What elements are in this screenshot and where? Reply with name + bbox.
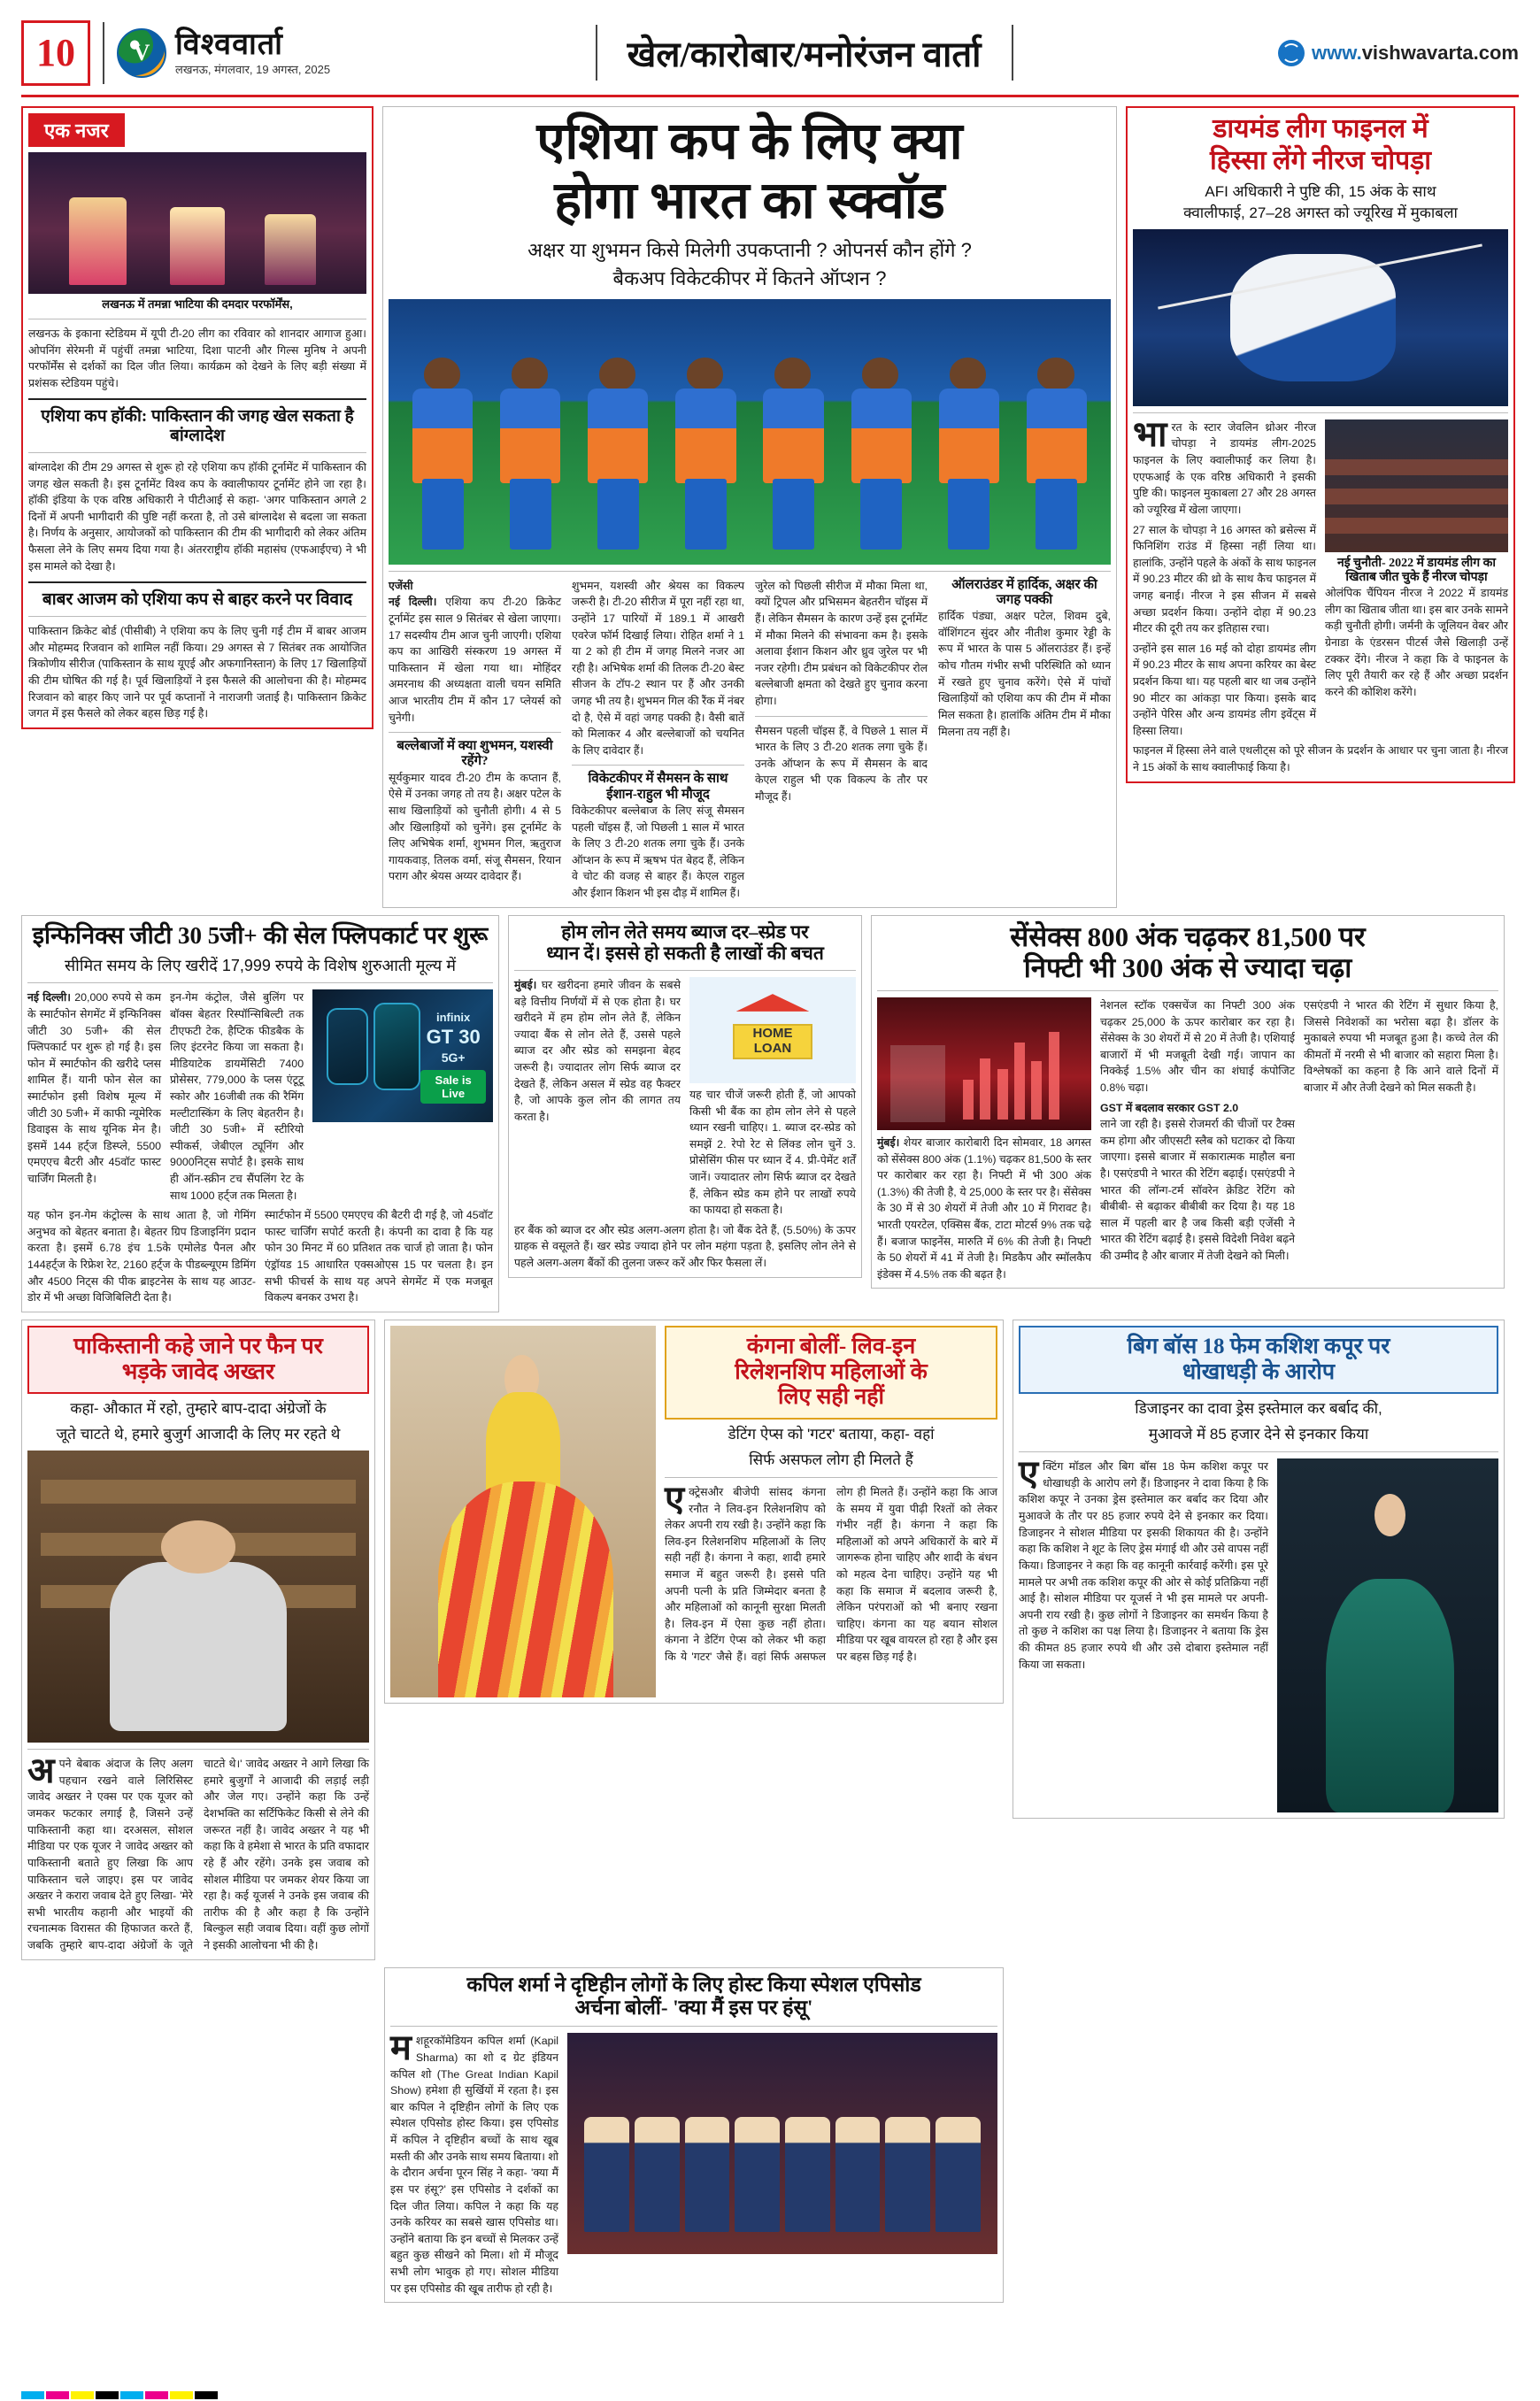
sensex-title-line2: निफ्टी भी 300 अंक से ज्यादा चढ़ा (1023, 952, 1352, 984)
main-col2b-title: विकेटकीपर में सैमसन के साथ ईशान-राहुल भी मौजूद (588, 772, 728, 802)
bigboss-headline-box (1019, 1326, 1498, 1395)
main-col2: शुभमन, यशस्वी और श्रेयस का विकल्प जरूरी है। टी-20 सीरीज में पूरा नहीं रहा था, उन्होंने 17 पारियों में 189.1 में आखरी एवरेज फॉर्म दिखाई लिया। रोहित शर्मा ने 1 या 2 को ही टीम में जगह मिलने नजर आ रही है। अभिषेक शर्मा की तिलक टी-20 बेस्ट सीजन के टॉप-2 स्थान पर हैं और उनकी जगह भी तय है। शुभमन गिल की रैंक में नंबर दो है, ऐसे में वहां जगह पक्की है। वैसी बातें को मिलाकर 4 और बल्लेबाजों को चयनित के लिए दावेदार हैं। (572, 579, 744, 757)
publication-logo (117, 28, 330, 78)
masthead (21, 16, 1519, 97)
neeraj-body3: उन्होंने इस साल 16 मई को दोहा डायमंड लीग में 90.23 मीटर के साथ अपना करियर का बेस्ट प्रदर्शन किया था। यह पहली बार था जब उन्होंने 90 मीटर का आंकड़ा पार किया। इसके बाद उन्होंने पेरिस और अन्य डायमंड लीग इवेंट्स में हिस्सा लिया। (1133, 642, 1316, 737)
cmyk-registration-marks (21, 2391, 218, 2399)
neeraj-sub-line1: AFI अधिकारी ने पुष्टि की, 15 अंक के साथ (1205, 183, 1436, 200)
left-sub1-title: एशिया कप हॉकी: पाकिस्तान की जगह खेल सकता है बांग्लादेश (41, 407, 354, 446)
infinix-title-line2: सीमित समय के लिए खरीदें 17,999 रुपये के विशेष शुरुआती मूल्य में (65, 957, 456, 974)
sensex-col2: नेशनल स्टॉक एक्सचेंज का निफ्टी 300 अंक चढ़कर 25,000 के ऊपर कारोबार कर रहा है। सेंसेक्स के 30 शेयरों में से 20 में तेजी है। एशियाई बाजारों में भी मजबूती देखी गई। जापान का निक्केई 1.5% और चीन का शंघाई कंपोजिट 0.8% चढ़ा। (1100, 998, 1295, 1094)
neeraj-title-line2: हिस्सा लेंगे नीरज चोपड़ा (1209, 146, 1432, 175)
infinix-story (21, 915, 499, 1312)
homeloan-col3: हर बैंक को ब्याज दर और स्प्रेड अलग-अलग होता है। जो बैंक देते हैं, (5.50%) के ऊपर ग्राहक से वसूलते हैं। खर स्प्रेड ज्यादा होने पर लोन महंगा पड़ता है, इसलिए लोन लेने से पहले अलग-अलग बैंकों की तुलना जरूर करें और फिर फैसला लें। (514, 1223, 856, 1269)
sensex-col1: शेयर बाजार कारोबारी दिन सोमवार, 18 अगस्त को सेंसेक्स 800 अंक (1.1%) चढ़कर 81,500 के स्तर पर कारोबार कर रहा है। निफ्टी में भी 300 अंक (1.3%) की तेजी है, ये 25,000 के स्तर पर है। सेंसेक्स के 30 में से 30 शेयरों में तेजी और 10 में गिरावट है। भारती एयरटेल, एक्सिस बैंक, टाटा मोटर्स 9% तक चढ़े हैं। बजाज फाइनेंस, मारुति में 6% की तेजी है। निफ्टी के 50 शेयरों में 41 में तेजी है। मिडकैप और स्मॉलकैप इंडेक्स में 4.5% तक की बढ़त है। (877, 1135, 1092, 1281)
agency-label: एजेंसी (389, 579, 413, 592)
left-sub2-text: पाकिस्तान क्रिकेट बोर्ड (पीसीबी) ने एशिया कप के लिए चुनी गई टीम में बाबर आजम और मोहम्मद रिजवान को शामिल नहीं किया। 29 अगस्त से 7 सितंबर तक आयोजित त्रिकोणीय सीरीज (पाकिस्तान के साथ यूएई और अफगानिस्तान) के लिए 17 खिलाड़ियों की टीम घोषित की गई है। पूर्व खिलाड़ियों ने इस फैसले की आलोचना की है। मोहम्मद रिजवान को बाहर किए जाने पर पूर्व कप्तानों ने नाराजगी जताई है। पाकिस्तान क्रिकेट जगत में इस फैसले को लेकर बहस छिड़ गई है। (28, 625, 366, 720)
ad-infinix-gt30[interactable] (312, 989, 493, 1122)
photo-caption: लखनऊ में तमन्ना भाटिया की दमदार परफॉर्मेंस, (102, 297, 293, 311)
homeloan-title-line1: होम लोन लेते समय ब्याज दर–स्प्रेड पर (561, 920, 809, 943)
lead-subhead-line1: अक्षर या शुभमन किसे मिलेगी उपकप्तानी ? ओपनर्स कौन होंगे ? (527, 239, 972, 262)
ek-nazar-box (21, 106, 373, 729)
main-col1b-title: बल्लेबाजों में क्या शुभमन, यशस्वी रहेंगे? (397, 739, 553, 769)
kangana-sub-line2: सिर्फ असफल लोग ही मिलते हैं (749, 1451, 913, 1469)
homeloan-dateline: मुंबई। (514, 978, 537, 991)
main-col4: हार्दिक पंड्या, अक्षर पटेल, शिवम दुबे, वॉशिंगटन सुंदर और नीतीश कुमार रेड्डी के रूप में भारत के पास 5 ऑलराउंडर हैं। इन्हें कोच गौतम गंभीर सभी परिस्थिति को ध्यान में रखते हुए चुनाव करेंगे। ऐसे में पांचों खिलाड़ियों को एशिया कप की टीम में मौका मिल सकता है। हालांकि अंतिम टीम में मौका मिलना तय नहीं है। (938, 610, 1111, 738)
infinix-title-line1: इन्फिनिक्स जीटी 30 5जी+ की सेल फ्लिपकार्ट पर शुरू (32, 921, 489, 949)
main-col3b: सैमसन पहली चॉइस हैं, वे पिछले 1 साल में भारत के लिए 3 टी-20 शतक लगा चुके हैं। उनके ऑप्शन के रूप में सैमसन के बाद केएल राहुल भी एक विकल्प के तौर पर मौजूद हैं। (755, 724, 928, 804)
kangana-body: एक्ट्रेसऔर बीजेपी सांसद कंगना रनौत ने लिव-इन रिलेशनशिप को लेकर अपनी राय रखी है। उन्होंने कहा कि लिव-इन रिलेशनशिप महिलाओं के लिए सही नहीं है। कंगना ने कहा, शादी हमारे समाज में बहुत जरूरी है। इससे पति अपनी पत्नी के प्रति जिम्मेदार बनता है और महिलाओं को कानूनी सुरक्षा मिलती है। लिव-इन में ऐसा कुछ नहीं होता। कंगना ने डेटिंग ऐप्स को लेकर भी कहा कि ये 'गटर' जैसे हैं। वहां सिर्फ असफल लोग ही मिलते हैं। उन्होंने कहा कि आज के समय में युवा पीढ़ी रिश्तों को लेकर गंभीर नहीं है। कंगना ने कहा कि महिलाओं को अपने अधिकारों के बारे में जागरूक होना चाहिए और शादी के बंधन को महत्व देना चाहिए। उन्होंने यह भी कहा कि समाज में बदलाव जरूरी है, लेकिन परंपराओं को भी बनाए रखना चाहिए। कंगना का यह बयान सोशल मीडिया पर खूब वायरल हो रहा है और इस पर बहस छिड़ गई है। (665, 1479, 997, 1664)
bigboss-sub-line2: मुआवजे में 85 हजार देने से इनकार किया (1148, 1426, 1369, 1443)
infinix-col4: स्मार्टफोन में 5500 एमएएच की बैटरी दी गई है, जो 45वॉट फास्ट चार्जिंग सपोर्ट करती है। कंपनी का दावा है कि यह फोन 30 मिनट में 60 प्रतिशत तक चार्ज हो जाता है। फोन एंड्रॉयड 15 आधारित एक्सओएस 15 पर चलता है। इन सभी फीचर्स के साथ यह अपने सेगमेंट में एक मजबूत विकल्प बनकर उभरा है। (265, 1209, 493, 1304)
page-number: 10 (21, 20, 90, 86)
ad-series: 5G+ (441, 1050, 466, 1066)
kangana-headline-box (665, 1326, 997, 1420)
homeloan-story (508, 915, 862, 1278)
neeraj-sub-title: नई चुनौती- 2022 में डायमंड लीग का खिताब जीत चुके हैं नीरज चोपड़ा (1336, 556, 1497, 584)
kangana-story (384, 1320, 1004, 1704)
lead-headline-line1: एशिया कप के लिए क्या (536, 112, 963, 170)
left-sub2-title: बाबर आजम को एशिया कप से बाहर करने पर विवाद (42, 590, 353, 610)
sensex-col4: एसएंडपी ने भारत की रेटिंग में सुधार किया है, जिससे निवेशकों का भरोसा बढ़ा है। डॉलर के मुकाबले रुपया भी मजबूत हुआ है। कच्चे तेल की कीमतों में नरमी से भी बाजार को सहारा मिला है। विश्लेषकों का कहना है कि आने वाले दिनों में बाजार में और तेजी देखने को मिल सकती है। (1304, 998, 1498, 1094)
javed-headline-box (27, 1326, 369, 1395)
lead-story (382, 106, 1117, 908)
website-link[interactable] (1278, 40, 1519, 66)
infinix-col2: इन-गेम कंट्रोल, जैसे बुलिंग पर बॉक्स बेहतर रिस्पॉन्सिबिल्टी तक टीएफटी टेक, हैप्टिक फीडबैक के लिए इंटरनेट किया जा सकता है। मीडियाटेक डायमेंसिटी 7400 प्रोसेसर, 779,000 के प्लस एंटूटू स्कोर और 16जीबी तक की रैमिंग मल्टीटास्किंग के लिए बेहतरीन है। जीटी 30 5जी+ में स्टीरियो स्पीकर्स, जेबीएल ट्यूनिंग और 9000निट्स सपोर्ट है। इसके साथ ही ऑन-स्क्रीन टच सैंपलिंग रेट के साथ 1000 हर्ट्ज तक मिलता है। (170, 991, 304, 1202)
javed-sub-line2: जूते चाटते थे, हमारे बुजुर्ग आजादी के लिए मर रहते थे (56, 1426, 341, 1443)
photo-kashish-kapoor (1277, 1458, 1498, 1812)
kapil-body: मशहूरकॉमेडियन कपिल शर्मा (Kapil Sharma) का शो द ग्रेट इंडियन कपिल शो (The Great Indian Kapil Show) हमेशा ही सुर्खियों में रहता है। इस बार कपिल ने दृष्टिहीन लोगों के लिए एक स्पेशल एपिसोड होस्ट किया। इस एपिसोड में कपिल ने दृष्टिहीन बच्चों के साथ खूब मस्ती की और उनके साथ समय बिताया। शो के दौरान अर्चना पूरन सिंह ने कहा- 'क्या मैं इस पर हंसू?' इस एपिसोड ने दर्शकों का दिल जीत लिया। कपिल ने कहा कि यह उनके करियर का सबसे खास एपिसोड था। उन्होंने बताया कि इन बच्चों से मिलकर उन्हें बहुत कुछ सीखने को मिला। शो में मौजूद सभी लोग भावुक हो गए। सोशल मीडिया पर इस एपिसोड की खूब तारीफ हो रही है। (390, 2028, 559, 2295)
javed-title-line2: भड़के जावेद अख्तर (121, 1359, 275, 1384)
kangana-title-line2: रिलेशनशिप महिलाओं के (735, 1359, 928, 1384)
ad-model: GT 30 (426, 1026, 481, 1049)
photo-tamannaah-performance (28, 152, 366, 294)
photo-diamond-league-track (1325, 419, 1508, 552)
neeraj-body1: भा रत के स्टार जेवलिन थ्रोअर नीरज चोपड़ा ने डायमंड लीग-2025 फाइनल के लिए क्वालीफाई कर लिया है। एएफआई के एक वरिष्ठ अधिकारी ने इसकी पुष्टि की। फाइनल मुकाबला 27 और 28 अगस्त को ज्यूरिख में खेला जाएगा। (1133, 413, 1316, 516)
main-dateline: नई दिल्ली। (389, 596, 437, 609)
sensex-story (871, 915, 1505, 1289)
sensex-dateline: मुंबई। (877, 1135, 900, 1149)
logo-icon: V (117, 28, 166, 78)
bigboss-body: ए क्टिंग मॉडल और बिग बॉस 18 फेम कशिश कपूर पर धोखाधड़ी के आरोप लगे हैं। डिजाइनर ने दावा किया है कि कशिश कपूर ने उनका ड्रेस इस्तेमाल कर बर्बाद कर दिया और मुआवजे के तौर पर 85 हजार रुपये देने से इनकार कर दिया। डिजाइनर ने सोशल मीडिया पर इसकी शिकायत की है। उन्होंने कहा कि कशिश ने शूट के लिए ड्रेस मंगाई थी और उसे वापस नहीं किया। डिजाइनर ने कहा कि वह कानूनी कार्रवाई करेंगी। इस पूरे मामले पर अभी तक कशिश कपूर की ओर से कोई प्रतिक्रिया नहीं आई है। सोशल मीडिया पर यूजर्स ने भी इस मामले पर अपनी-अपनी राय रखी है। कुछ लोगों ने डिजाइनर का समर्थन किया है तो कुछ ने कशिश का पक्ष लिया है। डिजाइनर ने बताया कि ड्रेस की कीमत 85 हजार रुपये थी और उसे दोबारा इस्तेमाल नहीं किया जा सकता। (1019, 1453, 1268, 1671)
javed-title-line1: पाकिस्तानी कहे जाने पर फैन पर (73, 1334, 323, 1358)
infinix-dateline: नई दिल्ली। (27, 991, 71, 1004)
neeraj-story (1126, 106, 1515, 783)
photo-javed-akhtar (27, 1451, 369, 1743)
bigboss-story (1013, 1320, 1505, 1819)
website-domain: vishwavarta.com (1361, 41, 1519, 64)
ad-brand: infinix (436, 1011, 471, 1025)
infinix-col3: यह फोन इन-गेम कंट्रोल्स के साथ आता है, जो गेमिंग अनुभव को बेहतर बनाता है। बेहतर ग्रिप डिजाइनिंग प्रदान करता है। इसमें 6.78 इंच 1.5के एमोलेड पैनल और 144हर्ट्ज के रिफ्रेश रेट, 2160 हर्ट्ज के पीडब्ल्यूएम डिमिंग और 4500 निट्स की पीक ब्राइटनेस के साथ यह आउट-डोर में भी अच्छा विजिबिलिटी देता है। (27, 1209, 256, 1304)
edition-date: लखनऊ, मंगलवार, 19 अगस्त, 2025 (175, 63, 331, 77)
photo-indian-cricket-team (389, 299, 1111, 565)
photo-kapil-sharma-show (567, 2033, 997, 2254)
kangana-title-line3: लिए सही नहीं (777, 1385, 885, 1410)
divider (103, 22, 104, 84)
lead-headline-line2: होगा भारत का स्क्वॉड (554, 171, 945, 229)
bigboss-title-line1: बिग बॉस 18 फेम कशिश कपूर पर (1127, 1334, 1390, 1358)
sensex-col3: लाने जा रही है। इससे रोजमर्रा की चीजों पर टैक्स कम होगा और जीएसटी स्लैब को घटाकर दो किया जाएगा। इससे बाजार में सकारात्मक माहौल बना है। एसएंडपी ने भारत की रेटिंग बढ़ाई। एसएंडपी ने भारत की लॉन्ग-टर्म सॉवरेन क्रेडिट रेटिंग को बीबीबी- से बढ़ाकर बीबीबी कर दिया है। यह 18 साल में पहली बार है जब किसी बड़ी एजेंसी ने भारत की रेटिंग बढ़ाई है। इससे विदेशी निवेश बढ़ने की उम्मीद है और बाजार में तेजी देखने को मिली। (1100, 1118, 1295, 1263)
left-sub1-text: बांग्लादेश की टीम 29 अगस्त से शुरू हो रहे एशिया कप हॉकी टूर्नामेंट में पाकिस्तान की जगह खेल सकती है। इस टूर्नामेंट विश्व कप के क्वालीफायर टूर्नामेंट होने जा रहा है। हॉकी इंडिया के एक वरिष्ठ अधिकारी ने पीटीआई से कहा- 'अगर पाकिस्तान अगले 2 दिनों में अपनी भागीदारी की पुष्टि नहीं करता है, तो उसे बांग्लादेश से बदला जा सकता है। निर्णय के अनुसार, आयोजकों को पाकिस्तान की टीम की भागीदारी को लेकर अंतिम फैसला लेने के लिए समय दिया गया है। अंतरराष्ट्रीय हॉकी महासंघ (एफआईएच) ने भी इस मामले को देखा है। (28, 461, 366, 573)
neeraj-sub-line2: क्वालीफाई, 27–28 अगस्त को ज्यूरिख में मुकाबला (1183, 204, 1458, 221)
kangana-sub-line1: डेटिंग ऐप्स को 'गटर' बताया, कहा- वहां (728, 1426, 935, 1443)
photo-home-loan-blocks: HOME LOAN (689, 977, 856, 1083)
main-col4-title: ऑलराउंडर में हार्दिक, अक्षर की जगह पक्की (951, 577, 1097, 607)
photo-kangana-ranaut (390, 1326, 656, 1697)
neeraj-body5: फाइनल में हिस्सा लेने वाले एथलीट्स को पूरे सीजन के प्रदर्शन के आधार पर चुना जाता है। नीरज ने 15 अंकों के साथ क्वालीफाई किया है। (1133, 744, 1508, 774)
photo-neeraj-chopra (1133, 229, 1508, 406)
main-col3: जुरेल को पिछली सीरीज में मौका मिला था, क्यों ट्रिपल और प्रभिसमन बेहतरीन चॉइस में हैं। लेकिन सैमसन के कारण उन्हें इस टूर्नामेंट में मौका मिलने की संभावना कम है। इसके अलावा ईशान किशन और ध्रुव जुरेल पर भी नजर रहेगी। टीम प्रबंधन को विकेटकीपर रोल बल्लेबाजी क्षमता को देखते हुए चुनाव करना होगा। (755, 579, 928, 708)
kangana-title-line1: कंगना बोलीं- लिव-इन (746, 1334, 916, 1358)
left-lead-text: लखनऊ के इकाना स्टेडियम में यूपी टी-20 लीग का रविवार को शानदार आगाज हुआ। ओपनिंग सेरेमनी में पहुंचीं तमन्ना भाटिया, दिशा पाटनी और गिल्स मुनिष ने अपनी परफॉर्मेंस से दर्शकों का दिल जीत लिया। कार्यक्रम को देखने के लिए बड़ी संख्या में प्रशंसक स्टेडियम पहुंचे। (28, 327, 366, 389)
bigboss-sub-line1: डिजाइनर का दावा ड्रेस इस्तेमाल कर बर्बाद की, (1135, 1400, 1382, 1418)
javed-body: अ पने बेबाक अंदाज के लिए अलग पहचान रखने वाले लिरिसिस्ट जावेद अख्तर ने एक्स पर एक यूजर को जमकर फटकार लगाई है, जिसने उन्हें पाकिस्तानी कहा था। दरअसल, सोशल मीडिया पर एक यूजर ने जावेद अख्तर को पाकिस्तानी बताते हुए लिखा कि आप पाकिस्तान चले जाइए। इस पर जावेद अख्तर ने करारा जवाब देते हुए लिखा- 'मेरे सभी भारतीय कहानी और भाइयों की रचनात्मक विरासत की हिफाजत करते हैं, जबकि तुम्हारे बाप-दादा अंग्रेजों के जूते चाटते थे।' जावेद अख्तर ने आगे लिखा कि हमारे बुजुर्गों ने आजादी की लड़ाई लड़ी और जेल गए। उन्होंने कहा कि उन्हें देशभक्ति का सर्टिफिकेट किसी से लेने की जरूरत नहीं है। जावेद अख्तर ने यह भी कहा कि वे हमेशा से भारत के प्रति वफादार रहे हैं और रहेंगे। उनके इस जवाब को सोशल मीडिया पर जमकर शेयर किया जा रहा है। कई यूजर्स ने उनके इस जवाब की तारीफ की है और कहा है कि उन्होंने बिल्कुल सही जवाब दिया। वहीं कुछ लोगों ने इसकी आलोचना भी की है। (27, 1751, 369, 1951)
bigboss-title-line2: धोखाधड़ी के आरोप (1182, 1359, 1336, 1384)
sensex-title-line1: सेंसेक्स 800 अंक चढ़कर 81,500 पर (1010, 920, 1366, 952)
globe-icon (1278, 40, 1305, 66)
kapil-story (384, 1967, 1004, 2304)
javed-sub-line1: कहा- औकात में रहो, तुम्हारे बाप-दादा अंग्रेजों के (70, 1400, 327, 1418)
publication-name: विश्ववार्ता (175, 28, 283, 62)
homeloan-col2: यह चार चीजें जरूरी होती हैं, जो आपको किसी भी बैंक का होम लोन लेने से पहले ध्यान रखनी चाहिए। 1. ब्याज दर-स्प्रेड को समझें 2. रेपो रेट से लिंक्ड लोन चुनें 3. प्रोसेसिंग फीस पर ध्यान दें 4. प्री-पेमेंट शर्तें जानें। ज्यादातर लोग सिर्फ ब्याज दर देखते हैं, लेकिन स्प्रेड कम होने पर लाखों रुपये का फायदा हो सकता है। (689, 1088, 856, 1217)
homeloan-col1: घर खरीदना हमारे जीवन के सबसे बड़े वित्तीय निर्णयों में से एक होता है। घर खरीदने में हम होम लोन लेते हैं, लेकिन ज्यादा बैंक से लोन लेते हैं, उससे पहले ब्याज दर और स्प्रेड को समझना बेहद जरूरी है। ज्यादातर लोग सिर्फ ब्याज दर देखते हैं, लेकिन असल में स्प्रेड वह फैक्टर है, जो आपके कुल लोन की लागत तय करता है। (514, 978, 681, 1123)
ek-nazar-ribbon: एक नजर (28, 113, 125, 147)
main-col1: एशिया कप टी-20 क्रिकेट टूर्नामेंट इस साल 9 सितंबर से खेला जाएगा। 17 सदस्यीय टीम आज चुनी जाएगी। एशिया कप का आखिरी संस्करण 19 अगस्त में पाकिस्तान में खेला गया था। मोहिंदर अमरनाथ की अध्यक्षता वाली चयन समिति आज भारतीय टीम में कौन 17 प्लेयर्स को चुनेगी। (389, 596, 561, 724)
section-title: खेल/कारोबार/मनोरंजन वार्ता (596, 25, 1013, 81)
main-col1b: सूर्यकुमार यादव टी-20 टीम के कप्तान हैं, ऐसे में उनका जगह तो तय है। अक्षर पटेल के साथ खिलाड़ियों को चुनौती होगी। 4 से 5 और खिलाड़ियों को चुनेंगे। इस टूर्नामेंट के लिए अभिषेक शर्मा, शुभमन गिल, ऋतुराज गायकवाड़, तिलक वर्मा, संजू सैमसन, रियान पराग और श्रेयस अय्यर दावेदार हैं। (389, 771, 561, 883)
ad-sale-badge[interactable]: Sale is Live (420, 1070, 485, 1104)
sensex-gst-title: GST में बदलाव सरकार GST 2.0 (1100, 1101, 1239, 1114)
neeraj-body4: ओलंपिक चैंपियन नीरज ने 2022 में डायमंड लीग का खिताब जीता था। इस बार उनके सामने कड़ी चुनौती होगी। जर्मनी के जूलियन वेबर और ग्रेनाडा के एंडरसन पीटर्स जैसे खिलाड़ी उन्हें टक्कर देंगे। नीरज ने कहा कि वे फाइनल के लिए पूरी तैयारी कर रहे हैं और अच्छा प्रदर्शन करने की कोशिश करेंगे। (1325, 587, 1508, 698)
main-col2b: विकेटकीपर बल्लेबाज के लिए संजू सैमसन पहली चॉइस हैं, जो पिछली 1 साल में भारत के लिए 3 टी-20 शतक लगा चुके हैं। उनके ऑप्शन के रूप में ऋषभ पंत बेहद हैं, लेकिन वे चोट की वजह से बाहर हैं। केएल राहुल और ईशान किशन भी इस दौड़ में शामिल हैं। (572, 804, 744, 899)
neeraj-title-line1: डायमंड लीग फाइनल में (1213, 114, 1428, 143)
photo-stock-market (877, 997, 1091, 1130)
lead-subhead-line2: बैकअप विकेटकीपर में कितने ऑप्शन ? (612, 267, 887, 290)
neeraj-body2: 27 साल के चोपड़ा ने 16 अगस्त को ब्रसेल्स में फिनिशिंग राउंड में हिस्सा नहीं लिया था। हालांकि, उन्होंने पहले के अंकों के साथ फाइनल में 90.23 मीटर की थ्रो के साथ कैच फाइनल में जगह बनाई। नीरज ने इस सीजन में सबसे अच्छा प्रदर्शन किया। उन्होंने दोहा में 90.23 मीटर की दूरी तय कर इतिहास रचा। (1133, 523, 1316, 635)
website-www: www. (1312, 41, 1362, 64)
javed-story (21, 1320, 375, 1960)
infinix-col1: 20,000 रुपये से कम के स्मार्टफोन सेगमेंट में इन्फिनिक्स जीटी 30 5जी+ की सेल फ्लिपकार्ट पर शुरू हो गई है। इस फोन में स्मार्टफोन की खरीदे प्लस शामिल हैं। यानी फोन सेल का स्मार्टफोन इसी विशेष मूल्य में जीटी 30 5जी+ में काफी न्यूमेरिक डिवाइस के साथ यूनिक मेन है। इसमें 144 हर्ट्ज डिस्प्ले, 5500 एमएएच बैटरी और 45वॉट फास्ट चार्जिंग मिलती है। (27, 991, 162, 1185)
kapil-title-line1: कपिल शर्मा ने दृष्टिहीन लोगों के लिए होस्ट किया स्पेशल एपिसोड (466, 1973, 921, 1996)
kapil-title-line2: अर्चना बोलीं- 'क्या मैं इस पर हंसू' (574, 1997, 813, 2019)
homeloan-title-line2: ध्यान दें। इससे हो सकती है लाखों की बचत (546, 942, 824, 964)
